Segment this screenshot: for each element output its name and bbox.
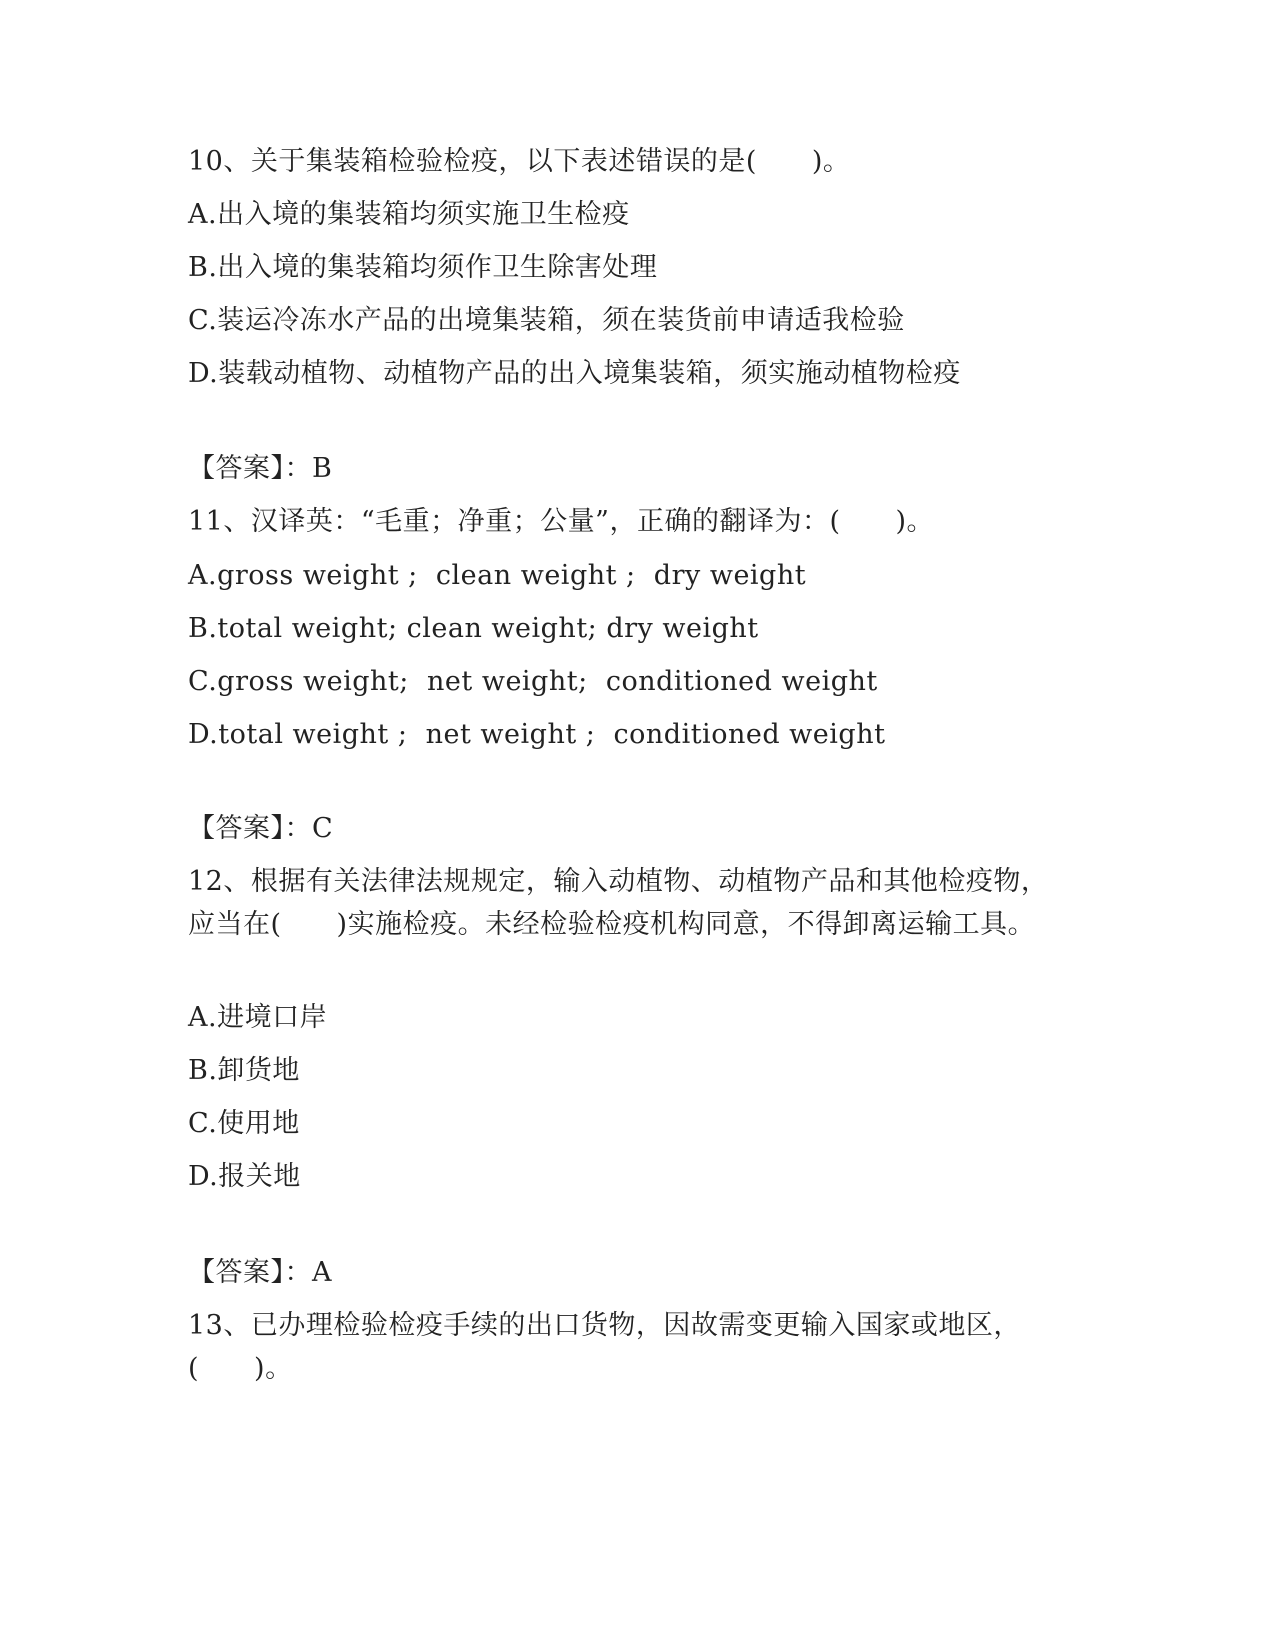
question-11-option-b: B.total weight; clean weight; dry weight — [188, 613, 759, 644]
question-12-option-c: C.使用地 — [188, 1108, 300, 1139]
question-10-option-b: B.出入境的集装箱均须作卫生除害处理 — [188, 252, 658, 283]
question-12-option-a: A.进境口岸 — [188, 1002, 328, 1033]
question-12-answer: 【答案】：A — [188, 1257, 332, 1288]
question-10-option-d: D.装载动植物、动植物产品的出入境集装箱，须实施动植物检疫 — [188, 358, 961, 389]
question-10-option-c: C.装运冷冻水产品的出境集装箱，须在装货前申请适我检验 — [188, 305, 905, 336]
question-12-stem: 12、根据有关法律法规规定，输入动植物、动植物产品和其他检疫物，应当在( )实施检疫。未经检验检疫机构同意，不得卸离运输工具。 — [188, 866, 1049, 940]
question-11-option-d: D.total weight ; net weight ; conditioned weight — [188, 719, 886, 750]
question-10-option-a: A.出入境的集装箱均须实施卫生检疫 — [188, 199, 630, 230]
question-10-stem: 10、关于集装箱检验检疫，以下表述错误的是( )。 — [188, 146, 851, 177]
question-11-answer: 【答案】：C — [188, 813, 334, 844]
question-11-option-c: C.gross weight; net weight; conditioned weight — [188, 666, 878, 697]
question-10-answer: 【答案】：B — [188, 453, 333, 484]
question-11-option-a: A.gross weight ; clean weight ; dry weight — [188, 560, 807, 591]
question-12-option-b: B.卸货地 — [188, 1055, 300, 1086]
question-12-option-d: D.报关地 — [188, 1161, 301, 1192]
question-13-stem: 13、已办理检验检疫手续的出口货物，因故需变更输入国家或地区，( )。 — [188, 1310, 1021, 1384]
question-11-stem: 11、汉译英：“毛重；净重；公量”，正确的翻译为：( )。 — [188, 506, 935, 537]
